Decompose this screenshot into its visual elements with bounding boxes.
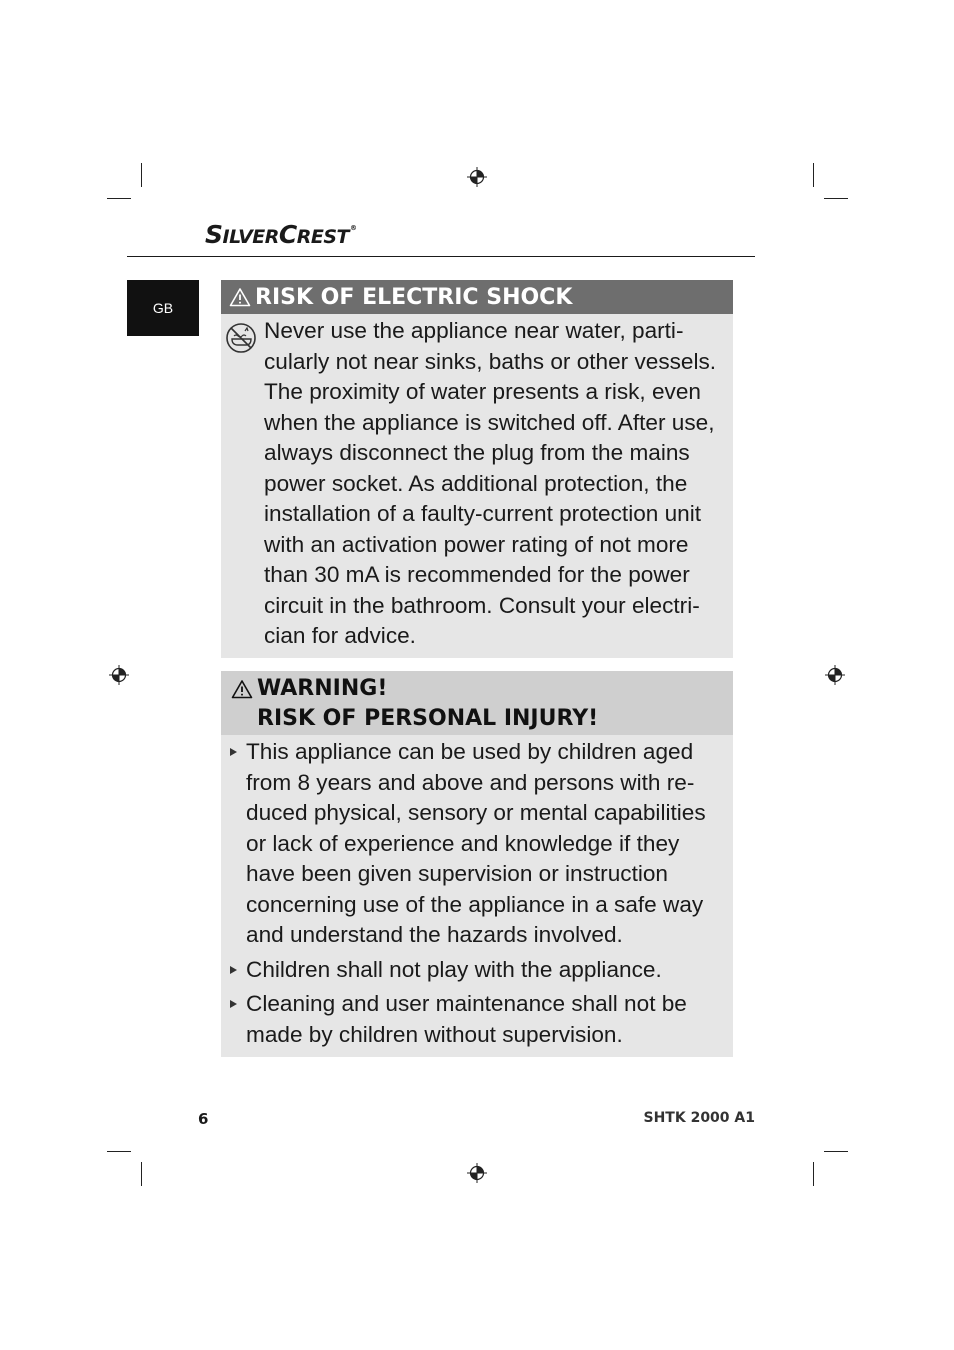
- electric-shock-heading-bar: [221, 280, 733, 314]
- crop-mark: [107, 198, 131, 199]
- crop-mark: [107, 1151, 131, 1152]
- registration-mark-icon: [825, 665, 845, 685]
- registration-mark-icon: [467, 1163, 487, 1183]
- personal-injury-heading-bar: [221, 671, 733, 735]
- header-rule: [127, 256, 755, 257]
- page-number: 6: [198, 1110, 209, 1128]
- registration-mark-icon: [467, 167, 487, 187]
- list-item: Children shall not play with the appliance.: [221, 955, 730, 986]
- personal-injury-heading: RISK OF PERSONAL INJURY!: [257, 706, 599, 731]
- warning-triangle-icon: [229, 287, 251, 307]
- no-water-bath-icon: [225, 322, 257, 354]
- crop-mark: [824, 1151, 848, 1152]
- crop-mark: [813, 1162, 814, 1186]
- registration-mark-icon: [109, 665, 129, 685]
- language-tab: [127, 280, 199, 336]
- bullet-arrow-icon: [230, 1000, 237, 1008]
- warning-triangle-icon: [231, 679, 253, 699]
- model-number: SHTK 2000 A1: [643, 1110, 755, 1126]
- bullet-arrow-icon: [230, 748, 237, 756]
- brand-logo: SILVERCREST®: [205, 220, 357, 249]
- personal-injury-list: [221, 737, 733, 1054]
- crop-mark: [824, 198, 848, 199]
- crop-mark: [141, 1162, 142, 1186]
- electric-shock-heading: RISK OF ELECTRIC SHOCK: [255, 284, 573, 310]
- warning-heading: WARNING!: [257, 676, 388, 701]
- electric-shock-text: Never use the appliance near water, parti- cularly not near sinks, baths or other vessels. The proximity of water presents a risk, even when the appliance is switched off. After use, always disconnect the plug from the mains power socket. As additional protection, the installation of a faulty-current protection unit with an activation power rating of not more than 30 mA is recommended for the power circuit in the bathroom. Consult your electri- cian for advice.: [264, 318, 717, 648]
- list-item: This appliance can be used by children aged from 8 years and above and persons with re- duced physical, sensory or mental capabilities or lack of experience and knowledge if they have been given supervision or instruction concerning use of the appliance in a safe way and understand the hazards involved.: [221, 737, 730, 951]
- crop-mark: [813, 163, 814, 187]
- bullet-arrow-icon: [230, 966, 237, 974]
- personal-injury-section: [221, 671, 733, 1057]
- crop-mark: [141, 163, 142, 187]
- language-tab-label: GB: [152, 300, 174, 316]
- list-item: Cleaning and user maintenance shall not be made by children without supervision.: [221, 989, 730, 1050]
- electric-shock-section: [221, 280, 733, 658]
